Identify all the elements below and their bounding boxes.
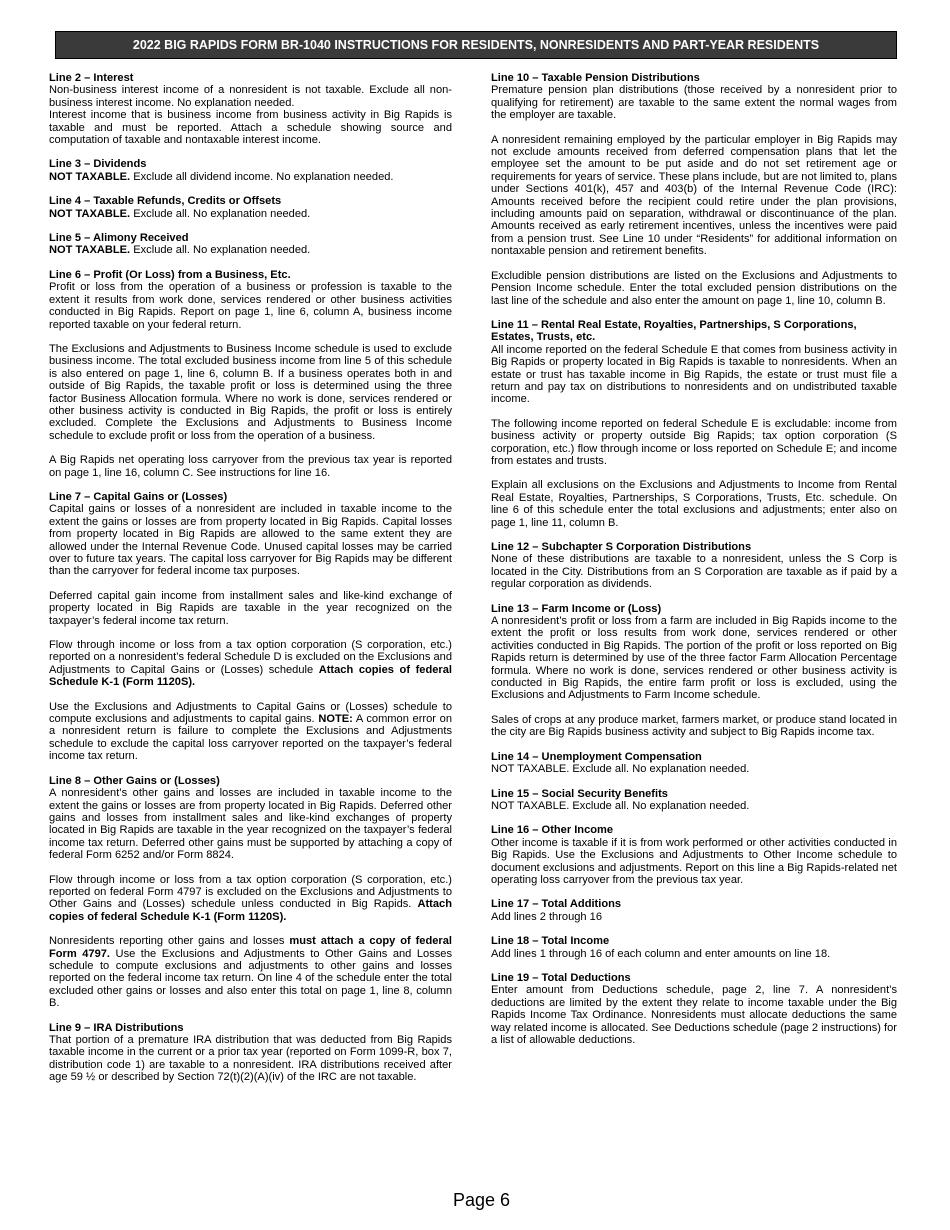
section-line-7 xyxy=(49,491,452,763)
paragraph: Interest income that is business income from business activity in Big Rapids is taxable and must be reported. Attach a schedule showing source and computation of taxable and nontaxable interest income. xyxy=(49,109,452,147)
paragraph: The following income reported on federal Schedule E is excludable: income from business activity or property outside Big Rapids; tax option corporation (S corporation, etc.) flow through income or loss reported on Schedule E; and income from estates and trusts. xyxy=(491,417,897,467)
text: Flow through income or loss from a tax option corporation (S corporation, etc.) reported on federal Form 4797 is excluded on the Exclusions and Adjustments to Other Gains and (Losses) schedule unless conducted in Big Rapids. xyxy=(49,873,452,911)
section-line-3 xyxy=(49,158,452,183)
page-number: Page 6 xyxy=(453,1190,511,1210)
emphasis-text: NOT TAXABLE. xyxy=(49,207,131,220)
paragraph: That portion of a premature IRA distribution that was deducted from Big Rapids taxable income in the current or a prior tax year (reported on Form 1099-R, box 7, distribution code 1) are taxable to a nonresident. IRA distributions received after age 59 ½ or described by Section 72(t)(2)(A)(iv) of the IRC are not taxable. xyxy=(49,1034,452,1084)
section-line-15 xyxy=(491,788,897,813)
section-line-6 xyxy=(49,269,452,479)
paragraph xyxy=(49,874,452,924)
section-heading: Line 12 – Subchapter S Corporation Distributions xyxy=(491,541,752,553)
emphasis-text: Attach copies of federal Schedule K-1 (Form 1120S). xyxy=(49,898,452,923)
paragraph: Excludible pension distributions are listed on the Exclusions and Adjustments to Pension Income schedule. Enter the total excluded pension distributions on the last line of the schedule and also enter the amount on page 1, line 10, column B. xyxy=(491,269,897,307)
section-heading: Line 13 – Farm Income or (Loss) xyxy=(491,602,662,615)
text: Use the Exclusions and Adjustments to Other Gains and Losses schedule to compute exclusions and adjustments to other gains and losses reported on the federal income tax return. On line 4 of the schedule enter the total excluded other gains or losses and also enter this total on page 1, line 8, column B. xyxy=(49,947,453,1010)
paragraph: Sales of crops at any produce market, farmers market, or produce stand located in the city are Big Rapids business activity and subject to Big Rapids income tax. xyxy=(491,713,897,739)
section-line-16 xyxy=(491,824,897,886)
paragraph: The Exclusions and Adjustments to Business Income schedule is used to exclude business income. The total excluded business income from line 5 of this schedule is also entered on page 1, line 6, column B. If a business operates both in and outside of Big Rapids, the taxable profit or loss is determined using the three factor Business Allocation formula. Where no work is done, services rendered or other business activity is conducted in Big Rapids, the profit or loss is entirely excluded. Complete the Exclusions and Adjustments to Business Income schedule to exclude profit or loss from the operation of a business. xyxy=(49,342,452,442)
section-line-4 xyxy=(49,195,452,220)
section-heading: Line 18 – Total Income xyxy=(491,935,610,948)
section-heading: Line 8 – Other Gains or (Losses) xyxy=(49,774,220,787)
left-column xyxy=(49,72,452,1096)
text: Use the Exclusions and Adjustments to Capital Gains or (Losses) schedule to compute exclusions and adjustments to capital gains. xyxy=(49,700,452,726)
section-line-5 xyxy=(49,232,452,257)
paragraph xyxy=(49,244,452,256)
section-line-14 xyxy=(491,751,897,776)
section-line-12 xyxy=(491,541,897,591)
paragraph: A nonresident’s other gains and losses are included in taxable income to the extent the gains or losses are from property located in Big Rapids. Deferred other gains and losses from installment sales and like-kind exchanges of property located in Big Rapids are taxable in the year recognized on the taxpayer’s federal income tax return. Deferred other gains must be supported by attaching a copy of federal Form 6252 and/or Form 8824. xyxy=(49,787,452,862)
section-heading: Line 3 – Dividends xyxy=(49,158,147,171)
paragraph: Explain all exclusions on the Exclusions and Adjustments to Income from Rental Real Estate, Royalties, Partnerships, S Corporations, Trusts, Etc. schedule. On line 6 of this schedule enter the total exclusions and adjustments; enter also on page 1, line 11, column B. xyxy=(491,479,897,529)
section-heading: Line 6 – Profit (Or Loss) from a Business, Etc. xyxy=(49,268,291,281)
paragraph: A Big Rapids net operating loss carryover from the previous tax year is reported on page 1, line 16, column C. See instructions for line 16. xyxy=(49,454,452,479)
text: A common error on a nonresident return is failure to complete the Exclusions and Adjustments schedule to exclude the capital loss carryover reported on the taxpayer’s federal income tax return. xyxy=(49,713,452,763)
paragraph xyxy=(49,701,452,763)
section-heading: Line 17 – Total Additions xyxy=(491,898,622,911)
section-heading: Line 10 – Taxable Pension Distributions xyxy=(491,72,700,84)
paragraph: NOT TAXABLE. Exclude all. No explanation needed. xyxy=(491,799,750,812)
page-header-banner xyxy=(55,31,897,59)
paragraph: Other income is taxable if it is from work performed or other activities conducted in Big Rapids. Use the Exclusions and Adjustments to Other Income schedule to document exclusions and adjustments. Report on this line a Big Rapids-related net operating loss carryover from the previous tax year. xyxy=(491,836,897,886)
paragraph: None of these distributions are taxable to a nonresident, unless the S Corp is located in the City. Distributions from an S Corporation are taxable as if paid by a regular corporation as dividends. xyxy=(491,553,897,591)
paragraph: A nonresident’s profit or loss from a farm are included in Big Rapids income to the extent the profit or loss results from work done, services rendered or other activities conducted in Big Rapids. The portion of the profit or loss reported on Big Rapids return is determined by use of the three factor Farm Allocation Percentage formula. Where no work is done, services rendered or other business activity is conducted in Big Rapids, the entire farm profit or loss is excluded, using the Exclusions and Adjustments to Farm Income schedule. xyxy=(491,615,897,702)
section-line-9 xyxy=(49,1022,452,1084)
section-line-18 xyxy=(491,935,897,960)
paragraph: Deferred capital gain income from installment sales and like-kind exchange of property located in Big Rapids are taxable in the year recognized on the taxpayer’s federal income tax return. xyxy=(49,589,452,627)
paragraph: Add lines 2 through 16 xyxy=(491,910,603,923)
section-heading: Line 4 – Taxable Refunds, Credits or Offsets xyxy=(49,195,282,208)
text: Flow through income or loss from a tax option corporation (S corporation, etc.) reported on a nonresident’s federal Schedule D is excluded on the Exclusions and Adjustments to Capital Gains or (Losses) schedule xyxy=(49,639,452,676)
emphasis-text: Attach copies of federal Schedule K-1 (Form 1120S). xyxy=(49,663,452,689)
note-label: NOTE: xyxy=(318,713,353,726)
section-heading: Line 9 – IRA Distributions xyxy=(49,1021,184,1034)
paragraph: A nonresident remaining employed by the particular employer in Big Rapids may not exclude amounts received from deferred compensation plans that let the employee set the amount to be put aside and do not set retirement age or requirements for years of service. These plans include, but are not limited to, plans under Sections 401(k), 457 and 403(b) of the Internal Revenue Code (IRC): Amounts received before the recipient could retire under the plan provisions, including amounts paid on separation, withdrawal or discontinuance of the plan. Amounts received as early retirement incentives, unless the incentives were paid from a pension trust. See Line 10 under “Residents” for additional information on nontaxable pension and retirement benefits. xyxy=(491,133,897,258)
page-title: 2022 BIG RAPIDS FORM BR-1040 INSTRUCTIONS FOR RESIDENTS, NONRESIDENTS AND PART-YEAR RESIDENTS xyxy=(132,38,820,52)
section-line-2 xyxy=(49,72,452,146)
text: Exclude all. No explanation needed. xyxy=(130,207,311,220)
paragraph xyxy=(49,171,452,183)
section-heading: Line 2 – Interest xyxy=(49,72,134,84)
section-heading: Line 7 – Capital Gains or (Losses) xyxy=(49,490,228,503)
emphasis-text: must attach a copy of federal Form 4797. xyxy=(49,935,452,960)
paragraph xyxy=(49,639,452,689)
text: Nonresidents reporting other gains and losses xyxy=(49,935,290,948)
paragraph: Capital gains or losses of a nonresident are included in taxable income to the extent the gains or losses are from property located in Big Rapids. Capital losses from property located in Big Rapids are allowed to the same extent they are allowed under the Internal Revenue Code. Unused capital losses may be carried over to future tax years. The capital loss carryover for Big Rapids may be different than the carryover for federal income tax purposes. xyxy=(49,503,452,578)
paragraph: Premature pension plan distributions (those received by a nonresident prior to qualifying for retirement) are taxable to the same extent the normal wages from the employer are taxable. xyxy=(491,84,897,122)
section-line-17 xyxy=(491,898,897,923)
section-heading: Line 14 – Unemployment Compensation xyxy=(491,750,702,763)
text: Exclude all. No explanation needed. xyxy=(130,244,311,257)
section-heading: Line 16 – Other Income xyxy=(491,824,614,837)
emphasis-text: NOT TAXABLE. xyxy=(49,170,131,183)
paragraph: Profit or loss from the operation of a business or profession is taxable to the extent it results from work done, services rendered or other business activities conducted in Big Rapids. Report on page 1, line 6, column A, business income reported taxable on your federal return. xyxy=(49,281,452,331)
right-column xyxy=(491,72,897,1058)
section-heading: Line 5 – Alimony Received xyxy=(49,232,189,245)
emphasis-text: NOT TAXABLE. xyxy=(49,244,131,257)
paragraph xyxy=(49,208,452,220)
section-line-11 xyxy=(491,319,897,529)
paragraph: Non-business interest income of a nonresident is not taxable. Exclude all non-business interest income. No explanation needed. xyxy=(49,84,452,109)
section-line-10 xyxy=(491,72,897,307)
paragraph: Add lines 1 through 16 of each column and enter amounts on line 18. xyxy=(491,947,831,960)
paragraph: NOT TAXABLE. Exclude all. No explanation needed. xyxy=(491,763,750,776)
section-line-19 xyxy=(491,972,897,1046)
paragraph: Enter amount from Deductions schedule, page 2, line 7. A nonresident’s deductions are limited by the extent they relate to income taxable under the Big Rapids Income Tax Ordinance. Nonresidents must allocate deductions the same way related income is allocated. See Deductions schedule (page 2 instructions) for a list of allowable deductions. xyxy=(491,984,897,1046)
section-heading: Line 19 – Total Deductions xyxy=(491,971,631,984)
section-line-8 xyxy=(49,775,452,1010)
paragraph: All income reported on the federal Schedule E that comes from business activity in Big Rapids or property located in Big Rapids is taxable to nonresidents. When an estate or trust has taxable income in Big Rapids, the estate or trust must file a return and pay tax on distributions to nonresidents and on undistributed taxable income. xyxy=(491,343,897,406)
paragraph xyxy=(49,935,452,1009)
section-line-13 xyxy=(491,603,897,739)
text: Exclude all dividend income. No explanation needed. xyxy=(130,170,394,183)
section-heading: Line 15 – Social Security Benefits xyxy=(491,787,668,800)
section-heading: Line 11 – Rental Real Estate, Royalties, Partnerships, S Corporations, Estates, Trusts, etc. xyxy=(491,318,857,344)
